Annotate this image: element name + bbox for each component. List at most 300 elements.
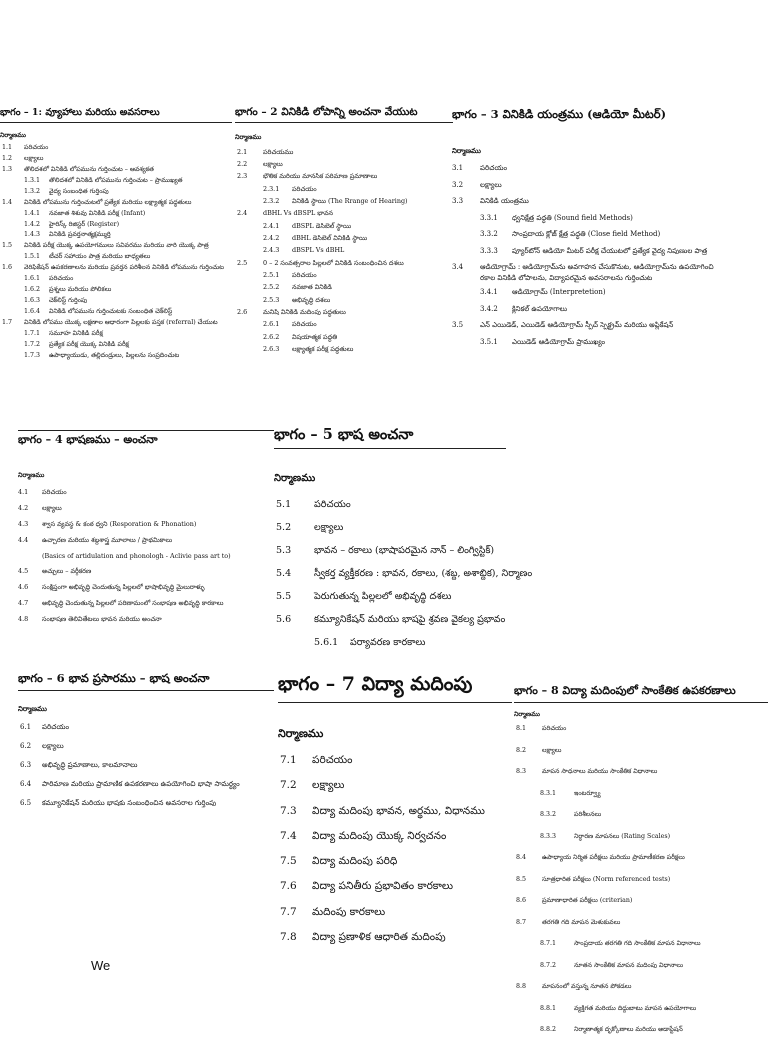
toc-entry-text: క్లినికల్ ఉపయోగాలు <box>512 304 568 313</box>
toc-entry-number: 1.6.3 <box>24 297 41 305</box>
toc-entry <box>18 777 274 796</box>
toc-entry <box>514 895 768 917</box>
section-list <box>0 143 232 362</box>
toc-entry-number: 4.6 <box>18 583 29 592</box>
toc-entry-number: 1.3.2 <box>24 187 41 195</box>
toc-entry <box>0 198 232 209</box>
toc-entry-number: 6.1 <box>20 723 32 731</box>
toc-entry-number: 2.5.1 <box>263 270 280 279</box>
toc-entry-number: 1.4.2 <box>24 220 41 228</box>
toc-entry-text: ప్రమాణాధారిత పరీక్షలు (criterian) <box>542 897 633 904</box>
toc-entry-text: లక్ష్యాలు <box>42 742 64 750</box>
toc-entry <box>514 1003 768 1025</box>
toc-entry-text: పరిశీలనలు <box>574 811 602 818</box>
toc-entry <box>274 541 506 564</box>
toc-entry-number: 4.4 <box>18 535 29 544</box>
section-6-panel <box>18 668 274 828</box>
toc-entry-number: 5.6 <box>276 614 292 625</box>
toc-entry <box>452 161 768 178</box>
toc-entry-text: కమ్యూనికేషన్ మరియు భాషపై శ్రవణ వైకల్య ప్రభావం <box>314 614 506 625</box>
toc-entry-number: 5.4 <box>276 568 292 579</box>
toc-entry <box>514 723 768 745</box>
toc-entry-number: 2.6.3 <box>263 345 280 353</box>
toc-entry-text: dBSPL డెసిబెల్ స్థాయి <box>292 221 352 230</box>
toc-entry-text: శ్వాస వ్యవస్థ & కంఠ ధ్వని (Resporation & Phonation) <box>42 519 197 528</box>
toc-entry-text: లక్ష్యాలు <box>24 154 44 162</box>
toc-entry-text: ఆడియోగ్రామ్ : ఆడియోగ్రామ్‌ను అవగాహన చేసుకొనుట, ఆడియోగ్రామ్‌ను ఉపయోగించి రకాల వినికిడి లోపాలను, విద్యాపరమైన అవసరాలను గుర్తించుట <box>480 263 714 282</box>
toc-entry-number: 5.1 <box>276 499 292 510</box>
toc-entry-text: ఉపాధ్యాయుడు, తల్లిదండ్రులు, పిల్లలను సంప్రదించుట <box>49 351 180 359</box>
toc-entry-text: పరిచయం <box>292 270 317 279</box>
toc-entry <box>18 564 274 580</box>
toc-entry <box>278 901 512 926</box>
toc-entry-number: 8.8 <box>516 983 527 990</box>
toc-entry-number: 8.8.1 <box>540 1004 557 1012</box>
toc-entry <box>278 800 512 825</box>
section-list <box>452 161 768 351</box>
toc-entry-text: లక్ష్యాలు <box>480 180 502 189</box>
toc-entry <box>452 194 768 211</box>
toc-entry-text: వినికిడి యంత్రము <box>480 197 529 205</box>
footer-text: We <box>91 958 111 973</box>
toc-entry <box>274 495 506 518</box>
toc-entry-number: 1.3 <box>2 165 13 173</box>
toc-entry-text: ప్యూర్‌టోన్ ఆడియో మీటర్ పరీక్ష చేయుటలో ప్రత్యేక వైద్య నిపుణుల పాత్ర <box>512 246 708 255</box>
toc-entry <box>514 981 768 1003</box>
toc-entry-number: 8.7.2 <box>540 961 557 969</box>
toc-entry <box>274 587 506 610</box>
section-list <box>514 723 768 1046</box>
toc-entry-text: పరిచయం <box>24 143 49 151</box>
toc-entry <box>514 809 768 831</box>
section-heading: నిర్మాణము <box>452 146 481 155</box>
toc-entry-text: లక్ష్యాలు <box>312 779 345 792</box>
toc-entry <box>278 749 512 774</box>
toc-entry <box>18 501 274 517</box>
toc-entry-number: 3.1 <box>452 164 464 172</box>
toc-entry <box>0 241 232 252</box>
toc-entry <box>514 745 768 767</box>
toc-entry <box>452 227 768 244</box>
toc-entry <box>18 796 274 815</box>
section-5-panel <box>274 424 533 660</box>
toc-entry-text: వినికిడి లోపమును గుర్తించుటకు సంబంధిత చెక్‌లిస్ట్ <box>49 308 173 316</box>
toc-entry-number: 8.6 <box>516 897 527 904</box>
toc-entry-number: 3.5 <box>452 321 464 329</box>
toc-entry <box>278 825 512 850</box>
toc-entry <box>235 232 453 244</box>
toc-entry-text: తరగతి గది మాపన మెళుకువలు <box>542 918 621 926</box>
toc-entry <box>452 335 768 352</box>
toc-entry-text: తొలిదశలో వినికిడి లోపమును గుర్తించుట – ఆవశ్యకత <box>24 165 154 173</box>
toc-entry-text: అభివృద్ధి దశలు <box>292 295 331 304</box>
toc-entry <box>514 917 768 939</box>
toc-entry <box>18 549 274 565</box>
toc-entry-number: 1.6 <box>2 264 13 272</box>
toc-entry-number: 3.3.3 <box>480 246 498 255</box>
toc-entry-text: ఇంటర్వ్యూ <box>574 789 601 797</box>
toc-entry-text: నిర్ధారణ మాపనలు (Rating Scales) <box>574 832 671 840</box>
toc-entry-text: స్వీకర్త వ్యక్తీకరణ : భావన, రకాలు, (శబ్ద, అశాబ్దిక), నిర్మాణం <box>314 568 533 579</box>
toc-entry <box>452 244 768 261</box>
toc-entry <box>235 331 453 343</box>
toc-entry <box>0 230 232 241</box>
toc-entry-text: వినికిడి పరీక్ష యొక్క ఉపయోగములు సవివరము మరియు వారి యొక్క పాత్ర <box>24 242 209 250</box>
toc-entry-text: పరిచయం <box>49 275 74 283</box>
section-list <box>278 749 512 951</box>
toc-entry-number: 3.3.2 <box>480 230 498 238</box>
section-title: భాగం – 6 భావ ప్రసారము – భాష అంచనా <box>18 668 274 691</box>
toc-entry-text: నవజాత వినికిడి <box>292 283 332 292</box>
toc-entry <box>452 178 768 195</box>
toc-entry-number: 6.5 <box>20 799 32 807</box>
toc-entry-number: 1.2 <box>2 154 13 162</box>
toc-entry-number: 1.4 <box>2 198 13 206</box>
toc-entry-text: dBSPL Vs dBHL <box>292 246 345 255</box>
toc-entry-text: హైరిస్క్ రిజిస్టర్ (Register) <box>49 220 120 228</box>
toc-entry-text: dBHL Vs dBSPL భావన <box>263 209 333 218</box>
toc-entry <box>235 158 453 170</box>
toc-entry-text: ఎయిడెడ్ ఆడియోగ్రామ్ ప్రాముఖ్యం <box>512 337 606 346</box>
toc-entry <box>452 260 768 285</box>
toc-entry-text: కమ్యూనికేషన్ మరియు భాషకు సంబంధించిన అవసరాల గుర్తింపు <box>42 799 217 807</box>
toc-entry <box>0 143 232 154</box>
toc-entry-text: సూత్రధారిత పరీక్షలు (Norm referenced tests) <box>542 875 671 883</box>
section-heading: నిర్మాణము <box>514 711 540 718</box>
toc-entry <box>452 302 768 319</box>
toc-entry-text: పరిచయము <box>263 147 294 156</box>
toc-entry-number: 7.8 <box>280 931 297 944</box>
toc-entry-number: 1.7.1 <box>24 329 41 337</box>
toc-entry-text: వినికిడి స్థాయి (The Rrange of Hearing) <box>292 196 408 205</box>
toc-entry-number: 2.6.1 <box>263 320 280 329</box>
toc-entry <box>278 774 512 799</box>
toc-entry-number: 8.7.1 <box>540 940 557 947</box>
toc-entry-number: 1.6.1 <box>24 275 41 283</box>
toc-entry <box>514 874 768 896</box>
toc-entry-number: 2.1 <box>237 147 248 156</box>
section-title: భాగం – 8 విద్యా మదింపులో సాంకేతిక ఉపకరణాలు <box>514 682 768 703</box>
toc-entry-text: అభివృద్ధి ప్రమాణాలు, కాలమానాలు <box>42 761 138 769</box>
toc-entry-text: పరిచయం <box>42 723 69 731</box>
section-list <box>18 485 274 628</box>
toc-entry <box>514 1024 768 1046</box>
toc-entry <box>0 318 232 329</box>
toc-entry <box>235 318 453 330</box>
toc-entry-text: పరిచయం <box>314 499 351 510</box>
section-3-panel <box>452 106 768 386</box>
toc-entry <box>514 831 768 853</box>
toc-entry-number: 5.5 <box>276 591 292 602</box>
toc-entry-number: 1.1 <box>2 143 13 151</box>
toc-entry-number: 1.3.1 <box>24 176 41 184</box>
toc-entry <box>0 351 232 362</box>
toc-entry-text: విద్యా మదింపు యొక్క నిర్వచనం <box>312 829 447 842</box>
toc-entry <box>0 252 232 263</box>
toc-entry-text: ఆడియోగ్రామ్ (Interpretetion) <box>512 288 606 296</box>
toc-entry-text: ధ్వనిక్షేత్ర పద్ధతి (Sound field Methods) <box>512 213 633 222</box>
toc-entry-number: 8.1 <box>516 725 527 732</box>
toc-entry-text: ఉపాధ్యాయ నిర్మిత పరీక్షలు మరియు ప్రామాణీకరణ పరీక్షలు <box>542 854 685 861</box>
toc-entry-text: లక్ష్యాలు <box>542 746 562 754</box>
toc-entry-number: 3.3.1 <box>480 213 498 222</box>
toc-entry <box>274 633 506 656</box>
section-list <box>235 146 453 356</box>
toc-entry <box>514 960 768 982</box>
toc-entry-text: పారిమాణ మరియు ప్రామాణిక ఉపకరణాలు ఉపయోగించి భాషా సామర్థ్యం <box>42 780 240 788</box>
toc-entry-text: సంక్షిప్తంగా అభివృద్ధి చెందుతున్న పిల్లలలో భాషాభివృద్ధి మైలురాళ్ళు <box>42 583 205 592</box>
toc-entry-number: 1.6.2 <box>24 286 41 294</box>
toc-entry-number: 2.2 <box>237 159 248 168</box>
section-heading: నిర్మాణము <box>18 471 45 479</box>
toc-entry <box>235 281 453 293</box>
toc-entry-text: సంభాషణ తెలివితేటలు భావన మరియు అంచనా <box>42 615 162 624</box>
toc-entry-text: వైద్య సంబంధిత గుర్తింపు <box>49 187 109 195</box>
toc-entry-text: మదింపు కారకాలు <box>312 905 386 918</box>
toc-entry-text: పరిచయం <box>292 320 317 329</box>
toc-entry-text: తొలిదశలో వినికిడి లోపమును గుర్తించుట – ప్రాముఖ్యత <box>49 176 183 184</box>
section-heading: నిర్మాణము <box>278 727 324 740</box>
toc-entry <box>18 485 274 501</box>
toc-entry-number: 4.3 <box>18 519 29 528</box>
toc-entry-text: పరిచయం <box>292 184 317 193</box>
toc-entry <box>235 257 453 269</box>
toc-entry-number: 7.3 <box>280 804 297 817</box>
toc-entry-text: (Basics of artidulation and phonologh - Aclivie pass art to) <box>42 551 231 560</box>
toc-entry-number: 8.8.2 <box>540 1026 557 1033</box>
toc-entry <box>0 274 232 285</box>
toc-entry-text: పరిచయం <box>312 754 353 766</box>
toc-entry-text: పరిచయం <box>480 164 507 172</box>
toc-entry-text: పరిచయం <box>542 725 567 732</box>
toc-entry-text: సాంప్రదాయ తరగతి గది సాంకేతిక మాపన విధానాలు <box>574 940 701 947</box>
section-4-panel <box>18 430 274 650</box>
toc-entry <box>18 739 274 758</box>
section-1-panel <box>0 106 232 426</box>
toc-entry-text: సమూహ వినికిడి పరీక్ష <box>49 329 103 337</box>
toc-entry <box>235 269 453 281</box>
toc-entry-number: 4.1 <box>18 488 29 496</box>
section-title: భాగం – 5 భాష అంచనా <box>274 424 506 449</box>
toc-entry-text: భౌతిక మరియు మానసిక పరిమాణ ప్రమాణాలు <box>263 172 378 181</box>
toc-entry <box>18 517 274 533</box>
toc-entry-number: 7.1 <box>280 754 297 766</box>
toc-entry-number: 7.4 <box>280 829 297 842</box>
toc-entry-number: 2.3.1 <box>263 184 280 193</box>
toc-entry-number: 8.5 <box>516 875 527 883</box>
toc-entry-number: 3.3 <box>452 197 464 205</box>
toc-entry-text: విద్యా మదింపు పరిధి <box>312 855 398 868</box>
toc-entry <box>18 758 274 777</box>
section-heading: నిర్మాణము <box>18 704 47 713</box>
toc-entry-text: ప్రత్యేక పరీక్ష యొక్క వినికిడి పరీక్ష <box>49 340 129 348</box>
toc-entry-number: 1.5.1 <box>24 253 41 261</box>
toc-entry-text: భావన – రకాలు (భాషాపరమైన నాన్ – లింగ్విస్టిక్) <box>314 545 495 556</box>
toc-entry-number: 3.4 <box>452 263 464 271</box>
toc-entry <box>235 146 453 158</box>
toc-entry-number: 3.4.1 <box>480 288 498 296</box>
toc-entry <box>235 170 453 182</box>
toc-entry-number: 2.4 <box>237 209 248 218</box>
toc-entry <box>0 176 232 187</box>
toc-entry-text: లక్ష్యాలు <box>42 503 62 512</box>
toc-entry-text: విషయాత్మక పద్ధతి <box>292 332 338 341</box>
toc-entry <box>452 285 768 302</box>
toc-entry <box>514 852 768 874</box>
toc-entry-number: 1.4.3 <box>24 231 41 239</box>
toc-entry <box>0 329 232 340</box>
toc-entry <box>452 318 768 335</box>
toc-entry <box>278 850 512 875</box>
toc-entry-text: పర్యావరణ కారకాలు <box>350 637 426 648</box>
toc-entry-text: లక్ష్యాత్మక పరీక్ష పద్ధతులు <box>292 345 354 353</box>
toc-entry-text: ఎన్ ఎయిడెడ్, ఎయిడెడ్ ఆడియోగ్రామ్ స్పీచ్ స్పెక్ట్రమ్ మరియు అప్లికేషన్ <box>480 321 674 329</box>
toc-entry-number: 5.2 <box>276 522 292 533</box>
toc-entry-number: 1.5 <box>2 242 13 250</box>
toc-entry-number: 5.6.1 <box>314 637 339 648</box>
toc-entry-text: ప్రశ్నలు మరియు పోలికలు <box>49 286 112 294</box>
toc-entry-text: చెక్‌లిస్ట్ గుర్తింపు <box>49 297 88 305</box>
toc-entry-number: 1.7 <box>2 318 13 326</box>
toc-entry-text: విద్యా మదింపు భావన, అర్థము, విధానము <box>312 804 485 817</box>
toc-entry <box>514 766 768 788</box>
section-list <box>274 495 533 656</box>
section-8-panel <box>514 682 768 1033</box>
toc-entry-number: 2.4.2 <box>263 233 280 242</box>
toc-entry-number: 2.6.2 <box>263 332 280 341</box>
section-title: భాగం – 7 విద్యా మదింపు <box>278 668 512 703</box>
toc-entry-number: 3.2 <box>452 180 464 189</box>
toc-entry <box>235 244 453 256</box>
toc-entry-text: నూతన సాంకేతిక మాపన మదింపు విధానాలు <box>574 961 684 969</box>
toc-entry-text: సాంప్రదాయ క్లోజ్ క్షేత్ర పద్ధతి (Close field Method) <box>512 230 661 238</box>
toc-entry-number: 4.8 <box>18 615 29 624</box>
toc-entry-number: 1.7.2 <box>24 340 41 348</box>
section-2-panel <box>235 104 453 426</box>
toc-entry <box>18 720 274 739</box>
toc-entry-number: 1.7.3 <box>24 351 41 359</box>
toc-entry <box>0 165 232 176</box>
toc-entry <box>0 187 232 198</box>
toc-entry <box>514 788 768 810</box>
toc-entry-text: లక్ష్యాలు <box>263 159 283 168</box>
toc-entry-text: 0 – 2 సంవత్సరాల పిల్లలలో వినికిడి సంబంధించిన దశలు <box>263 258 404 267</box>
toc-entry-number: 2.5 <box>237 258 248 267</box>
toc-entry-number: 7.5 <box>280 855 297 868</box>
toc-entry-number: 2.4.3 <box>263 246 280 255</box>
toc-entry-text: విద్యా పనితీరు ప్రభావితం కారకాలు <box>312 880 453 893</box>
toc-entry <box>235 220 453 232</box>
toc-entry-text: నవజాత శిశువు వినికిడి పరీక్ష (Infant) <box>49 209 146 217</box>
toc-entry-number: 8.3.3 <box>540 832 557 840</box>
toc-entry <box>274 518 506 541</box>
section-heading: నిర్మాణము <box>235 133 262 141</box>
toc-entry <box>235 306 453 318</box>
toc-entry <box>514 938 768 960</box>
toc-entry-number: 2.5.3 <box>263 295 280 304</box>
toc-entry-number: 2.4.1 <box>263 221 280 230</box>
toc-entry <box>235 195 453 207</box>
toc-entry <box>0 340 232 351</box>
toc-entry-text: టీచర్ సహాయం పాత్ర మరియు బాధ్యతలు <box>49 253 151 261</box>
toc-entry-number: 6.2 <box>20 742 32 750</box>
toc-entry <box>0 285 232 296</box>
toc-entry <box>0 307 232 318</box>
toc-entry-number: 6.4 <box>20 780 32 788</box>
toc-entry-number: 3.5.1 <box>480 337 498 346</box>
toc-entry-number: 4.2 <box>18 503 29 512</box>
toc-entry-text: లక్ష్యాలు <box>314 522 344 533</box>
toc-entry-number: 4.5 <box>18 567 29 576</box>
toc-entry <box>0 220 232 231</box>
toc-entry-text: మనిషి వినికిడి మదింపు పద్ధతులు <box>263 307 346 316</box>
toc-entry <box>0 209 232 220</box>
section-heading: నిర్మాణము <box>274 473 316 484</box>
toc-entry <box>452 211 768 228</box>
toc-entry <box>235 183 453 195</box>
section-7-panel <box>278 668 512 958</box>
toc-entry-number: 5.3 <box>276 545 292 556</box>
toc-entry <box>0 296 232 307</box>
toc-entry-number: 1.4.1 <box>24 209 41 217</box>
toc-entry-number: 8.2 <box>516 746 527 754</box>
toc-entry-number: 2.3.2 <box>263 196 280 205</box>
toc-entry-text: వినికిడి లోపమును గుర్తించుటలో ప్రత్యేక మరియు లక్ష్యాత్మక పద్ధతులు <box>24 198 192 206</box>
section-list <box>18 720 274 815</box>
toc-entry <box>278 926 512 951</box>
toc-entry-text: పరిచయం <box>42 488 67 496</box>
toc-entry-number: 1.6.4 <box>24 308 41 316</box>
toc-entry <box>274 564 533 587</box>
toc-entry <box>235 343 453 355</box>
toc-entry-text: వినికిడి ప్రవర్తనాత్మక్షమ్ముర్తి <box>49 231 111 239</box>
section-title: భాగం – 2 వినికిడి లోపాన్ని అంచనా వేయుట <box>235 104 453 123</box>
toc-entry <box>18 580 274 596</box>
toc-entry-number: 8.3 <box>516 768 527 775</box>
toc-entry-text: అచ్చులు – వర్గీకరణ <box>42 567 92 576</box>
toc-entry-text: మాపనంలో వస్తున్న నూతన పోకడలు <box>542 983 632 990</box>
toc-entry-text: విద్యా ప్రణాళిక ఆధారిత మదింపు <box>312 931 446 944</box>
toc-entry-text: ఉచ్చారణ మరియు శబ్దశాస్త్ర మూలాలు / ప్రాథమికాలు <box>42 535 173 544</box>
toc-entry <box>235 294 453 306</box>
toc-entry <box>18 533 274 549</box>
toc-entry-number: 7.2 <box>280 779 297 792</box>
section-title: భాగం – 1: వ్యూహాలు మరియు అవసరాలు <box>0 106 232 123</box>
toc-entry <box>278 875 512 900</box>
toc-entry-text: వెరిఫికేషన్ ఉపకరణాలను మరియు ప్రవర్తన పరిశీలన వినికిడి లోపమును గుర్తించుట <box>24 264 225 272</box>
toc-entry-number: 3.4.2 <box>480 304 498 313</box>
toc-entry-number: 8.3.2 <box>540 811 557 818</box>
toc-entry-number: 7.6 <box>280 880 297 893</box>
toc-entry-text: వినికిడి లోపము యొక్క లక్షణాల ఆధారంగా పిల్లలకు పస్తక (referral) చేయుట <box>24 318 218 326</box>
section-title: భాగం – 3 వినికిడి యంత్రము (ఆడియో మీటర్) <box>452 107 667 121</box>
toc-entry-text: మాపన సాధనాలు మరియు సాంకేతిక విధానాలు <box>542 768 658 775</box>
toc-entry <box>18 612 274 628</box>
toc-entry-text: dBHL డెసిబెల్ వినికిడి స్థాయి <box>292 233 368 242</box>
toc-entry-text: అభివృద్ధి చెందుతున్న పిల్లలలో పరిణామంలో సంభాషణ అభివృద్ధి కారకాలు <box>42 599 224 608</box>
toc-entry <box>0 263 232 274</box>
toc-entry-text: నిర్మాణాత్మక దృక్కోణాలు మరియు అడాప్టేషన్ <box>574 1026 683 1033</box>
toc-entry-number: 8.3.1 <box>540 789 557 797</box>
section-heading: నిర్మాణము <box>0 132 26 139</box>
toc-entry-number: 2.5.2 <box>263 283 280 292</box>
toc-entry <box>18 596 274 612</box>
toc-entry-text: వ్యక్తిగత మరియు దిద్దుబాటు మాపన ఉపయోగాలు <box>574 1004 697 1012</box>
toc-entry <box>235 207 453 219</box>
toc-entry-text: పెరుగుతున్న పిల్లలలో అభివృద్ధి దశలు <box>314 591 452 602</box>
toc-entry-number: 6.3 <box>20 761 32 769</box>
section-title: భాగం – 4 భాషణము – అంచనా <box>18 430 274 450</box>
